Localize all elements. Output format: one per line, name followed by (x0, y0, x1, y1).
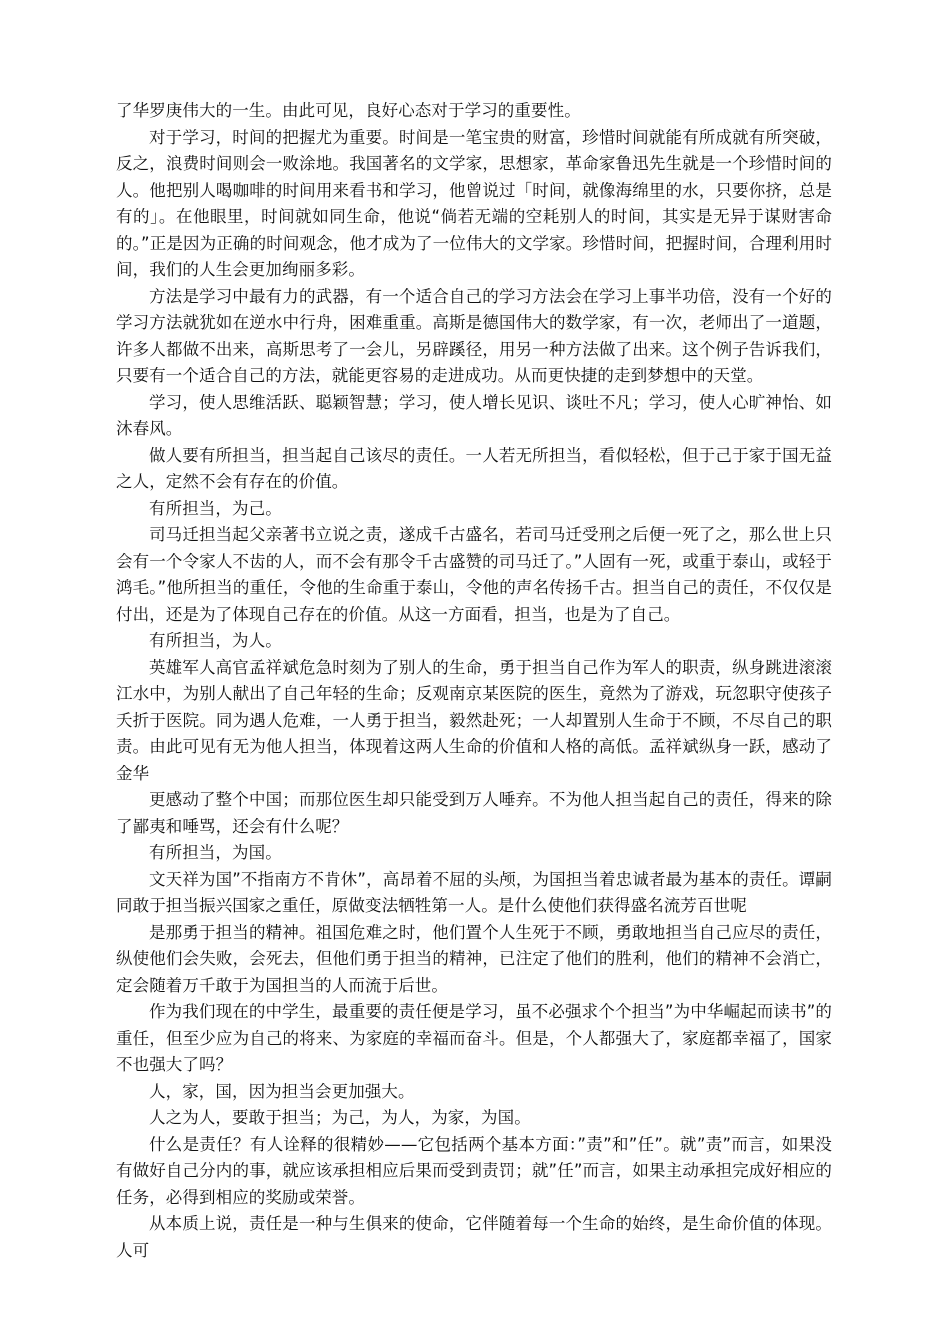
paragraph-wen-tianxiang: 文天祥为国”不指南方不肯休”，高昂着不屈的头颅，为国担当着忠诚者最为基本的责任。谭嗣同敢于担当振兴国家之重任，原做变法牺牲第一人。是什么使他们获得盛名流芳百世呢 (116, 869, 832, 915)
paragraph-be-human: 人之为人，要敢于担当；为己，为人，为家，为国。 (149, 1108, 531, 1127)
paragraph-meng-xiangbin: 英雄军人高官孟祥斌危急时刻为了别人的生命，勇于担当自己作为军人的职责，纵身跳进滚滚江水中，为别人献出了自己年轻的生命；反观南京某医院的医生，竟然为了游戏，玩忽职守使孩子夭折于医院。同为遇人危难，一人勇于担当，毅然赴死；一人却置别人生命于不顾，不尽自己的职责。由此可见有无为他人担当，体现着这两人生命的价值和人格的高低。孟祥斌纵身一跃，感动了金华 (116, 657, 832, 783)
paragraph-students: 作为我们现在的中学生，最重要的责任便是学习，虽不必强求个个担当”为中华崛起而读书”的重任，但至少应为自己的将来、为家庭的幸福而奋斗。但是，个人都强大了，家庭都幸福了，国家不也强大了吗？ (116, 1002, 832, 1074)
paragraph-what-is-responsibility: 什么是责任？有人诠释的很精妙——它包括两个基本方面：”责”和”任”。就”责”而言，如果没有做好自己分内的事，就应该承担相应后果而受到责罚；就”任”而言，如果主动承担完成好相应的任务，必得到相应的奖励或荣誉。 (116, 1134, 832, 1207)
paragraph-essence: 从本质上说，责任是一种与生俱来的使命，它伴随着每一个生命的始终，是生命价值的体现。人可 (116, 1214, 832, 1260)
heading-for-country: 有所担当，为国。 (149, 843, 282, 862)
paragraph-continuation: 了华罗庚伟大的一生。由此可见，良好心态对于学习的重要性。 (116, 101, 581, 120)
paragraph-time: 对于学习，时间的把握尤为重要。时间是一笔宝贵的财富，珍惜时间就能有所成就有所突破，反之，浪费时间则会一败涂地。我国著名的文学家，思想家，革命家鲁迅先生就是一个珍惜时间的人。他把别人喝咖啡的时间用来看书和学习，他曾说过「时间，就像海绵里的水，只要你挤，总是有的」。在他眼里，时间就如同生命，他说“倘若无端的空耗别人的时间，其实是无异于谋财害命的。”正是因为正确的时间观念，他才成为了一位伟大的文学家。珍惜时间，把握时间，合理利用时间，我们的人生会更加绚丽多彩。 (116, 127, 832, 279)
paragraph-learning-benefits: 学习，使人思维活跃、聪颖智慧；学习，使人增长见识、谈吐不凡；学习，使人心旷神怡、如沐春风。 (116, 392, 832, 438)
paragraph-spirit: 是那勇于担当的精神。祖国危难之时，他们置个人生死于不顾，勇敢地担当自己应尽的责任，纵使他们会失败，会死去，但他们勇于担当的精神，已注定了他们的胜利，他们的精神不会消亡，定会随着万千敢于为国担当的人而流于后世。 (116, 922, 832, 995)
paragraph-stronger: 人，家，国，因为担当会更加强大。 (149, 1081, 415, 1101)
paragraph-responsibility-intro: 做人要有所担当，担当起自己该尽的责任。一人若无所担当，看似轻松，但于己于家于国无益之人，定然不会有存在的价值。 (116, 445, 832, 491)
document-body (116, 98, 832, 1264)
heading-for-self: 有所担当，为己。 (149, 498, 282, 518)
paragraph-method: 方法是学习中最有力的武器，有一个适合自己的学习方法会在学习上事半功倍，没有一个好的学习方法就犹如在逆水中行舟，困难重重。高斯是德国伟大的数学家，有一次，老师出了一道题，许多人都做不出来，高斯思考了一会儿，另辟蹊径，用另一种方法做了出来。这个例子告诉我们，只要有一个适合自己的方法，就能更容易的走进成功。从而更快捷的走到梦想中的天堂。 (116, 286, 832, 385)
paragraph-sima-qian: 司马迁担当起父亲著书立说之责，遂成千古盛名，若司马迁受刑之后便一死了之，那么世上只会有一个令家人不齿的人，而不会有那令千古盛赞的司马迁了。”人固有一死，或重于泰山，或轻于鸿毛。”他所担当的重任，令他的生命重于泰山，令他的声名传扬千古。担当自己的责任，不仅仅是付出，还是为了体现自己存在的价值。从这一方面看，担当，也是为了自己。 (116, 525, 832, 624)
paragraph-meng-xiangbin-cont: 更感动了整个中国；而那位医生却只能受到万人唾弃。不为他人担当起自己的责任，得来的除了鄙夷和唾骂，还会有什么呢？ (116, 790, 832, 836)
heading-for-others: 有所担当，为人。 (149, 631, 282, 650)
